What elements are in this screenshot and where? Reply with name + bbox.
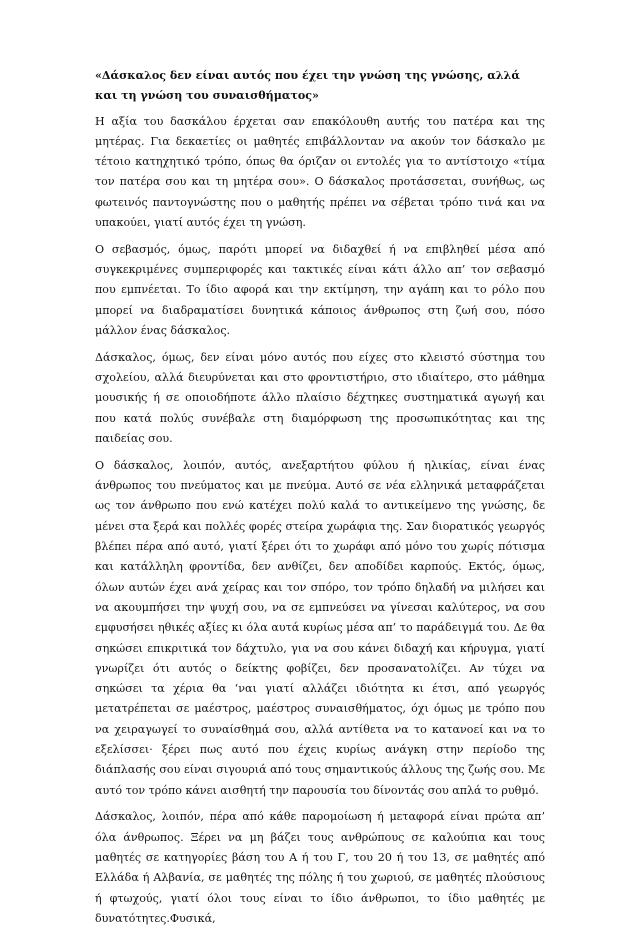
document-title: «Δάσκαλος δεν είναι αυτός που έχει την γνώση της γνώσης, αλλά και τη γνώση του συναισθήματος» (95, 69, 520, 103)
paragraph-1: Η αξία του δασκάλου έρχεται σαν επακόλουθη αυτής του πατέρα και της μητέρας. Για δεκαετίες οι μαθητές επιβάλλονταν να ακούν τον δάσκαλο με τέτοιο κατηχητικό τρόπο, όπως θα όριζαν οι εντολές για το αντίστοιχο «τίμα τον πατέρα σου και τη μητέρα σου». Ο δάσκαλος προτάσσεται, συνήθως, ως φωτεινός παντογνώστης που ο μαθητής πρέπει να σέβεται τρόπο τινά και να υπακούει, γιατί αυτός έχει τη γνώση. (95, 114, 545, 230)
paragraph-2: Ο σεβασμός, όμως, παρότι μπορεί να διδαχθεί ή να επιβληθεί μέσα από συγκεκριμένες συμπεριφορές και τακτικές είναι κάτι άλλο απ’ τον σεβασμό που εμπνέεται. Το ίδιο αφορά και την εκτίμηση, την αγάπη και το ρόλο που μπορεί να διαδραματίσει δυνητικά κάποιος άνθρωπος στη ζωή σου, πόσο μάλλον ένας δάσκαλος. (95, 242, 545, 338)
paragraph-4: Ο δάσκαλος, λοιπόν, αυτός, ανεξαρτήτου φύλου ή ηλικίας, είναι ένας άνθρωπος του πνεύματος και με πνεύμα. Αυτό σε νέα ελληνικά μεταφράζεται ως τον άνθρωπο που ενώ κατέχει πολύ καλά το αντικείμενο της γνώσης, δε μένει στα ξερά και πολλές φορές στείρα χωράφια της. Σαν διορατικός γεωργός βλέπει πέρα από αυτό, γιατί ξέρει ότι το χωράφι από μόνο του χωρίς πότισμα και κατάλληλη φροντίδα, δεν ανθίζει, δεν αποδίδει καρπούς. Εκτός, όμως, όλων αυτών έχει ανά χείρας και τον σπόρο, τον τρόπο δηλαδή να μιλήσει και να ακουμπήσει την ψυχή σου, να σε εμπνεύσει να γίνεσαι καλύτερος, να σου εμφυσήσει ηθικές αξίες κι όλα αυτά κυρίως μέσα απ’ το παράδειγμά του. Δε θα σηκώσει επικριτικά τον δάχτυλο, για να σου κάνει διδαχή και κήρυγμα, γιατί γνωρίζει ότι αυτός ο δείκτης φοβίζει, δεν προσανατολίζει. Αν τύχει να σηκώσει τα χέρια θα ‘ναι γιατί αλλάζει ιδιότητα κι έτσι, από γεωργός μετατρέπεται σε μαέστρος, μαέστρος συναισθήματος, όχι όμως με τρόπο που να χειραγωγεί το συναίσθημά σου, αλλά αντίθετα να το κατανοεί και να το εξελίσσει· ξέρει πως αυτό που έχεις κυρίως ανάγκη στην περίοδο της διάπλασής σου είναι σιγουριά από τους σημαντικούς άλλους της ζωής σου. Με αυτό τον τρόπο κάνει αισθητή την παρουσία του δίνοντάς σου απλά το ρυθμό. (95, 458, 545, 797)
document-page (95, 66, 545, 936)
paragraph-5: Δάσκαλος, λοιπόν, πέρα από κάθε παρομοίωση ή μεταφορά είναι πρώτα απ’ όλα άνθρωπος. Ξέρει να μη βάζει τους ανθρώπους σε καλούπια και τους μαθητές σε κατηγορίες βάση του Α ή του Γ, του 20 ή του 13, σε μαθητές από Ελλάδα ή Αλβανία, σε μαθητές της πόλης ή του χωριού, σε μαθητές πλούσιους ή φτωχούς, γιατί όλοι τους είναι το ίδιο άνθρωποι, το ίδιο μαθητές με δυνατότητες.Φυσικά, (95, 810, 545, 925)
paragraph-3: Δάσκαλος, όμως, δεν είναι μόνο αυτός που είχες στο κλειστό σύστημα του σχολείου, αλλά διευρύνεται και στο φροντιστήριο, στο ιδιαίτερο, στο μάθημα μουσικής ή σε οποιοδήποτε άλλο πλαίσιο δέχτηκες συστηματικά αγωγή και που κατά πολύς συνέβαλε στη διαμόρφωση της προσωπικότητας και της παιδείας σου. (95, 350, 545, 446)
